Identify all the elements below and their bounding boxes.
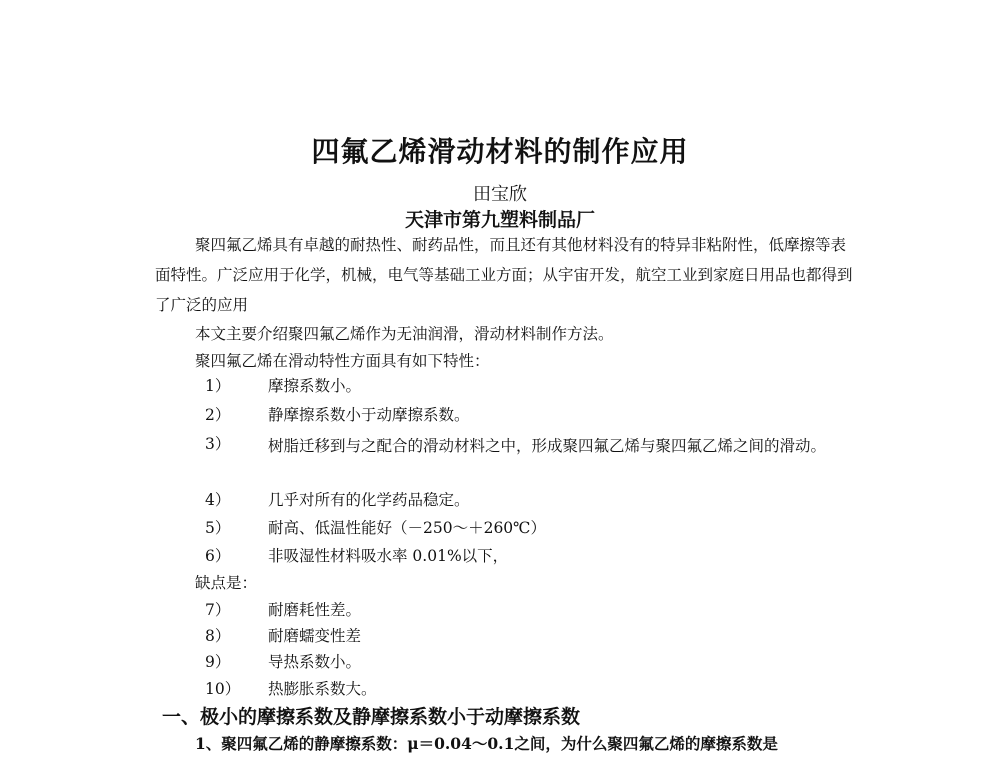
list-item-text: 耐磨耗性差。 [268,601,362,619]
list-item-number: 2） [205,406,231,424]
document-title: 四氟乙烯滑动材料的制作应用 [311,135,689,168]
list-item [0,432,1000,488]
list-item [0,677,1000,705]
author-name: 田宝欣 [473,184,527,205]
section-first-line: 1、聚四氟乙烯的静摩擦系数：μ＝0.04～0.1之间，为什么聚四氟乙烯的摩擦系数是 [195,734,778,753]
list-item-number: 10） [205,680,241,698]
list-item-text: 非吸湿性材料吸水率 0.01%以下， [268,547,509,565]
list-item [0,516,1000,544]
list-item [0,403,1000,431]
list-item-text: 树脂迁移到与之配合的滑动材料之中，形成聚四氟乙烯与聚四氟乙烯之间的滑动。 [268,437,827,455]
list-item-number: 8） [205,627,231,645]
list-item-number: 4） [205,491,231,509]
list-item-number: 7） [205,601,231,619]
list-item [0,374,1000,402]
list-item-text: 摩擦系数小。 [268,377,362,395]
list-item-text: 耐高、低温性能好（－250～＋260℃） [268,519,547,537]
section-heading: 一、极小的摩擦系数及静摩擦系数小于动摩擦系数 [162,706,581,728]
intro-paragraph: 聚四氟乙烯具有卓越的耐热性、耐药品性，而且还有其他材料没有的特异非粘附性，低摩擦等表面特性。广泛应用于化学，机械，电气等基础工业方面；从宇宙开发，航空工业到家庭日用品也都得到了广泛的应用 [155,236,853,314]
list-item-text: 热膨胀系数大。 [268,680,377,698]
list-item [0,624,1000,652]
drawbacks-label: 缺点是： [195,574,258,592]
list-item-number: 3） [205,435,231,453]
list-item-text: 导热系数小。 [268,653,362,671]
list-item-text: 静摩擦系数小于动摩擦系数。 [268,406,470,424]
list-item-text: 几乎对所有的化学药品稳定。 [268,491,470,509]
list-item-number: 1） [205,377,231,395]
list-item [0,488,1000,516]
list-item-text: 耐磨蠕变性差 [268,627,362,645]
list-item [0,650,1000,678]
author-affiliation: 天津市第九塑料制品厂 [404,209,595,231]
list-item-number: 6） [205,547,231,565]
purpose-line: 本文主要介绍聚四氟乙烯作为无油润滑，滑动材料制作方法。 [195,325,614,343]
list-item-number: 5） [205,519,231,537]
list-item [0,544,1000,572]
list-item-number: 9） [205,653,231,671]
properties-intro: 聚四氟乙烯在滑动特性方面具有如下特性： [195,352,490,370]
list-item [0,598,1000,626]
